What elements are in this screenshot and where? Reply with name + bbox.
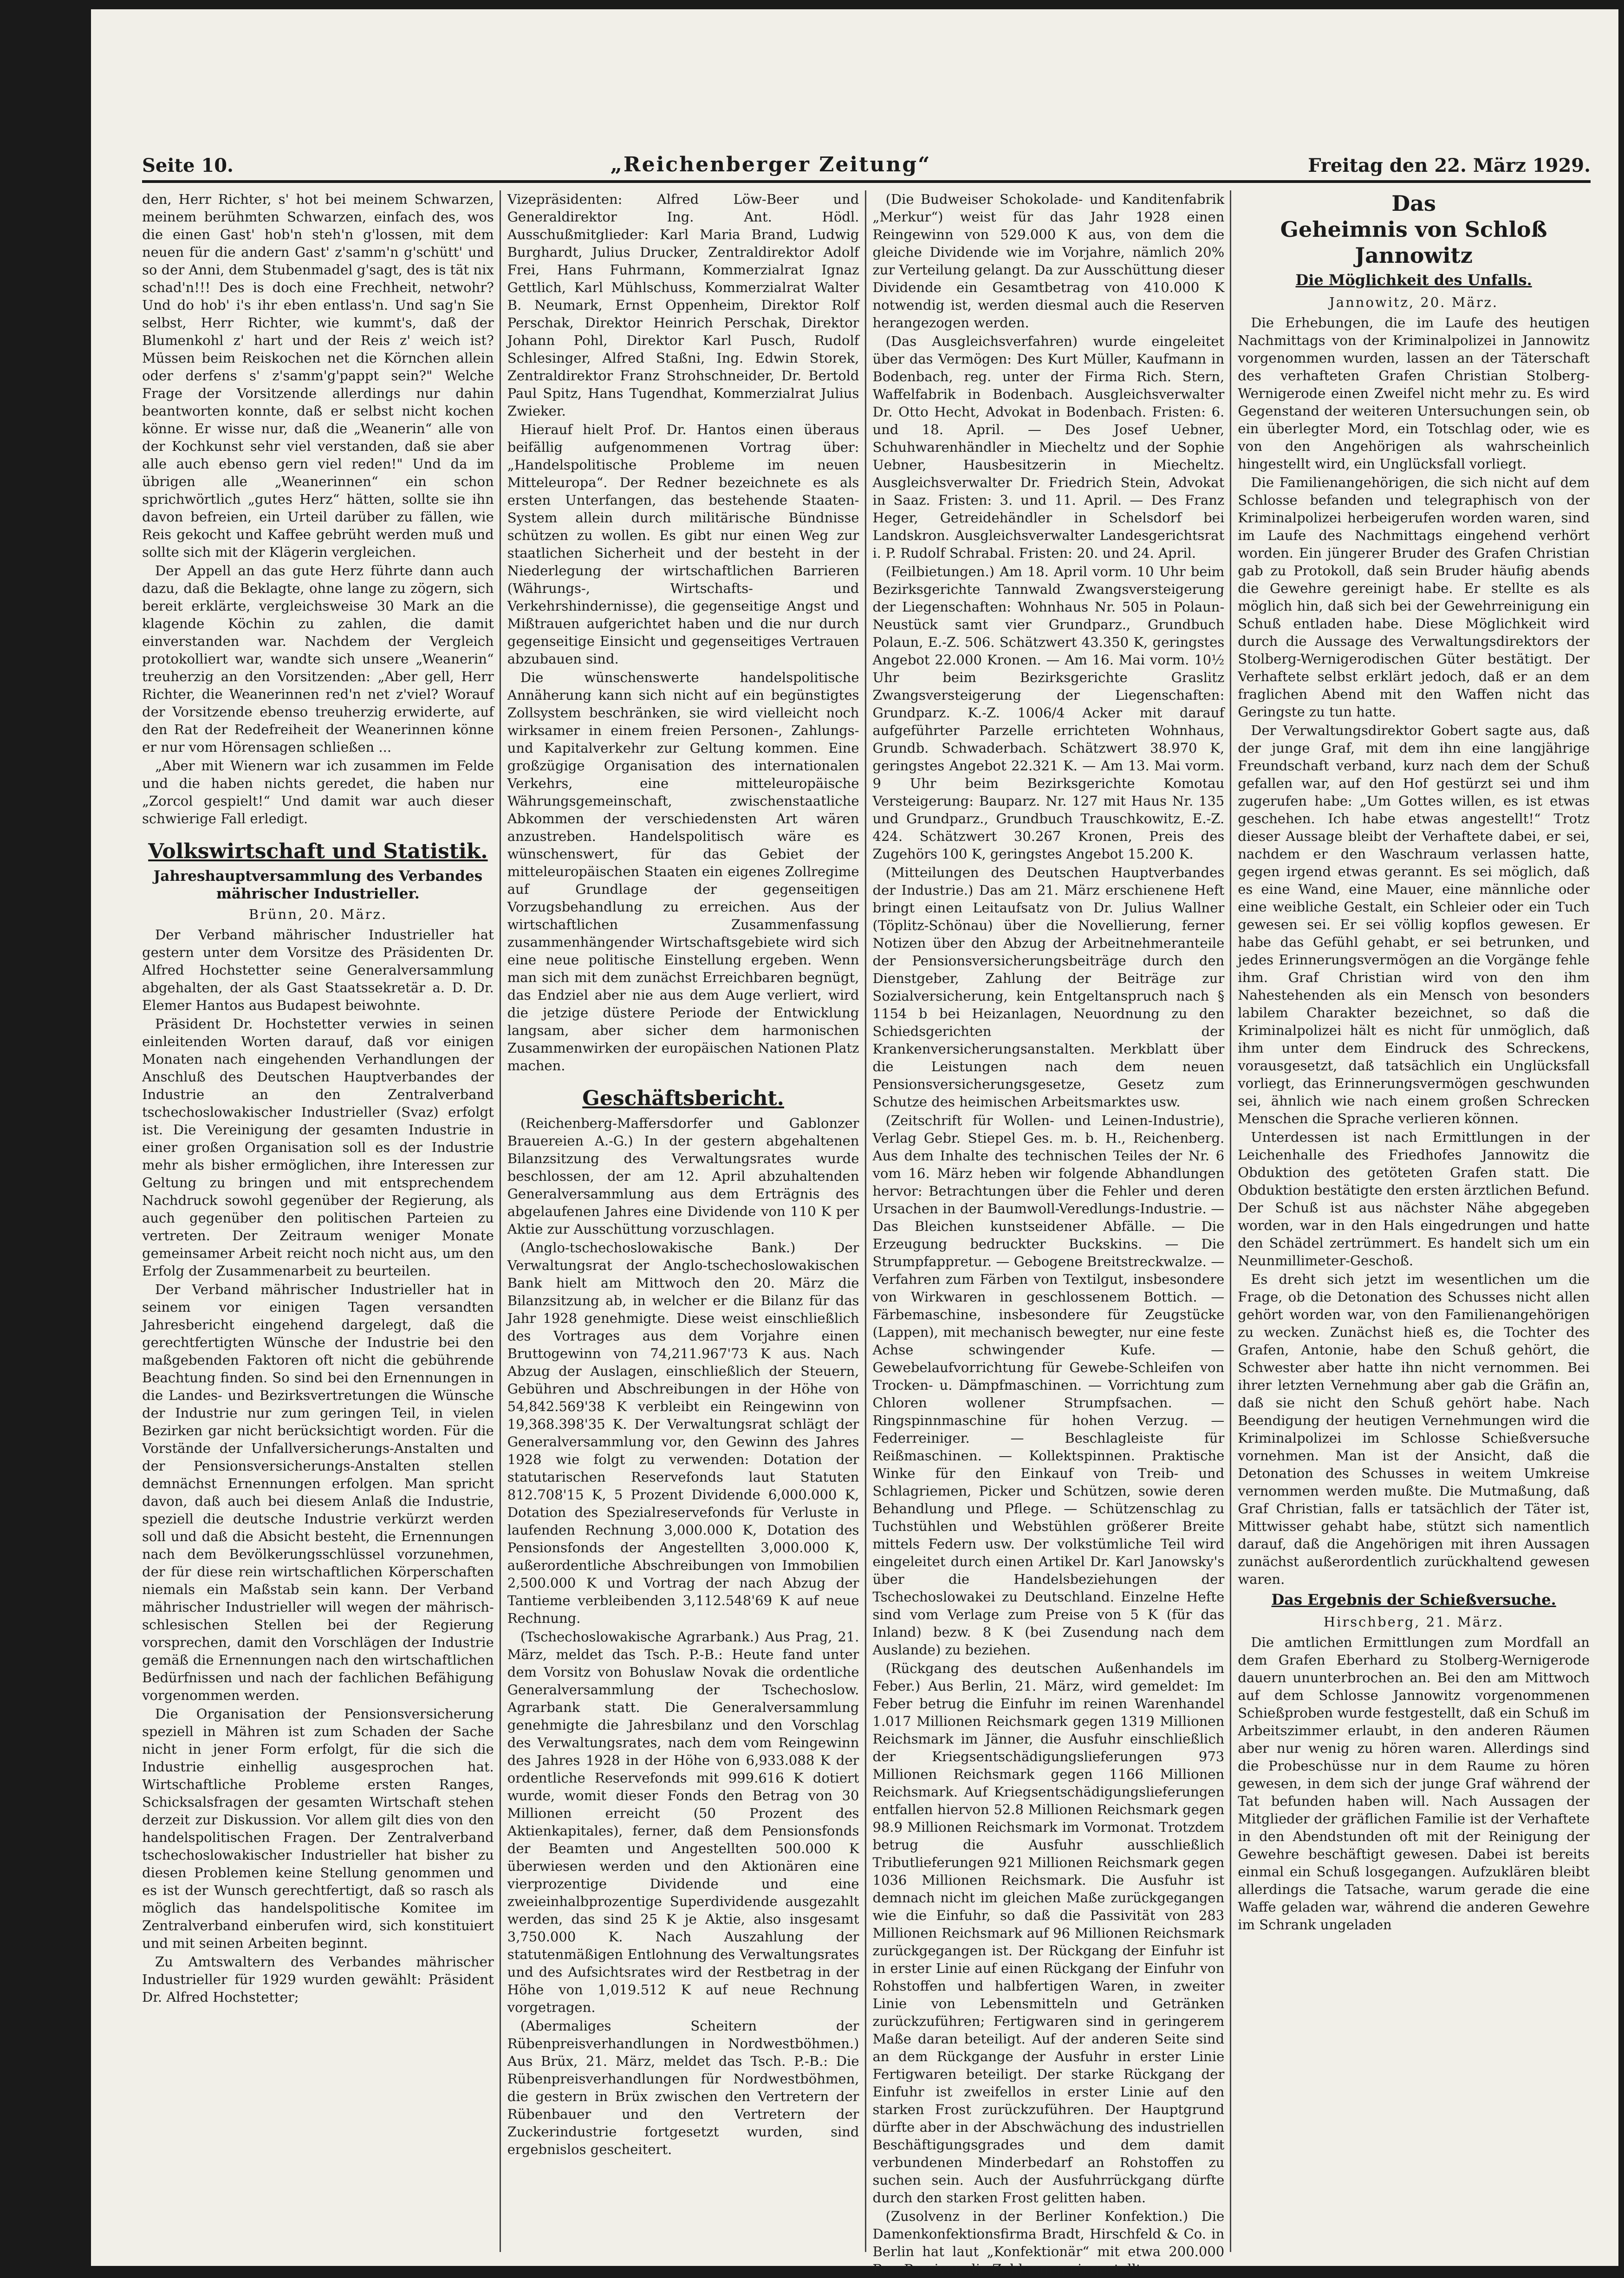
article-text: „Aber mit Wienern war ich zusammen im Felde und die haben nichts geredet, die haben nur „Zorcol gespielt!“ Und damit war auch dieser schwierige Fall erledigt. (142, 758, 494, 827)
business-item: (Anglo-tschechoslowakische Bank.) Der Verwaltungsrat der Anglo-tschechoslowakischen Bank hielt am Mittwoch den 20. März die Bilanzsitzung ab, in welcher er die Bilanz für das Jahr 1928 genehmigte. Diese weist einschließlich des Vortrages aus dem Vorjahre einen Bruttogewinn von 74,211.967'73 K aus. Nach Abzug der Auslagen, einschließlich der Steuern, Gebühren und Abschreibungen in der Höhe von 54,842.569'38 K verbleibt ein Reingewinn von 19,368.398'35 K. Der Verwaltungsrat schlägt der Generalversammlung vor, den Gewinn des Jahres 1928 wie folgt zu verwenden: Dotation der statutarischen Reservefonds laut Statuten 812.708'15 K, 5 Prozent Dividende 6,000.000 K, Dotation des Spezialreservefonds für Verluste in laufenden Rechnung 3,000.000 K, Dotation des Pensionsfonds der Angestellten 3,000.000 K, außerordentliche Abschreibungen von Immobilien 2,500.000 K und Vortrag der nach Abzug der Tantieme verbleibenden 3,112.548'69 K auf neue Rechnung. (507, 1240, 859, 1626)
article-text: Die amtlichen Ermittlungen zum Mordfall an dem Grafen Eberhard zu Stolberg-Wernigerode dauern ununterbrochen an. Bei den am Mittwoch auf dem Schlosse Jannowitz vorgenommenen Schießproben wurde festgestellt, daß ein Schuß im Arbeitszimmer erlaubt, in den anderen Räumen aber nur wenig zu hören waren. Allerdings sind die Probeschüsse nur in dem Raume zu hören gewesen, in dem sich der junge Graf während der Tat befunden haben will. Nach Aussagen der Mitglieder der gräflichen Familie ist der Verhaftete in den Abendstunden oft mit der Reinigung der Gewehre beschäftigt gewesen. Dabei ist bereits einmal ein Schuß losgegangen. Aufzuklären bleibt allerdings die Tatsache, warum gerade die eine Waffe geladen war, während die anderen Gewehre im Schrank ungeladen (1238, 1634, 1590, 1933)
article-text: Der Appell an das gute Herz führte dann auch dazu, daß die Beklagte, ohne lange zu zögern, sich bereit erklärte, vergleichsweise 30 Mark an die klagende Köchin zu zahlen, die damit einverstanden war. Nachdem der Vergleich protokolliert war, wandte sich unsere „Weanerin“ treuherzig an den Vorsitzenden: „Aber gell, Herr Richter, die Weanerinnen red'n net z'viel? Worauf der Vorsitzende ebenso treuherzig erwiderte, auf den Rat der Redefreiheit der Weanerinnen könne er nur vom Hörensagen schließen ... (142, 563, 494, 755)
article-text: Es dreht sich jetzt im wesentlichen um die Frage, ob die Detonation des Schusses nicht allen gehört worden war, von den Familienangehörigen zu wecken. Zunächst hieß es, die Tochter des Grafen, Antonie, habe den Schuß gehört, die Schwester aber hatte ihn nicht vernommen. Bei ihrer letzten Vernehmung aber gab die Gräfin an, daß sie nicht den Schuß gehört habe. Nach Beendigung der heutigen Vernehmungen wird die Kriminalpolizei im Schlosse Schießversuche vornehmen. Man ist der Ansicht, daß die Detonation des Schusses in weitem Umkreise vernommen werden mußte. Die Mutmaßung, daß Graf Christian, falls er tatsächlich der Täter ist, Mittwisser gehabt habe, stützt sich namentlich darauf, daß die Angehörigen mit ihren Aussagen zunächst außerordentlich zurückhaltend gewesen waren. (1238, 1271, 1590, 1587)
article-text: Zu Amtswaltern des Verbandes mährischer Industrieller für 1929 wurden gewählt: Präsident Dr. Alfred Hochstetter; (142, 1954, 494, 2005)
article-text: Präsident Dr. Hochstetter verwies in seinen einleitenden Worten darauf, daß vor einigen Monaten nach eingehenden Verhandlungen der Anschluß des Deutschen Hauptverbandes der Industrie an den Zentralverband tschechoslowakischer Industrieller (Svaz) erfolgt ist. Die Vereinigung der gesamten Industrie in einer großen Organisation soll es der Industrie mehr als bisher ermöglichen, ihre Interessen zur Geltung zu bringen und mit entsprechendem Nachdruck sowohl gegenüber der Regierung, als auch gegenüber den politischen Parteien zu vertreten. Der Zeitraum weniger Monate gemeinsamer Arbeit reicht noch nicht aus, um den Erfolg der Zusammenarbeit zu beurteilen. (142, 1016, 494, 1279)
issue-date: Freitag den 22. März 1929. (1308, 155, 1591, 176)
article-subheadline: Die Möglichkeit des Unfalls. (1295, 271, 1532, 289)
business-item: (Tschechoslowakische Agrarbank.) Aus Prag, 21. März, meldet das Tsch. P.-B.: Heute fand unter dem Vorsitz von Bohuslaw Novak die ordentliche Generalversammlung der Tschechoslow. Agrarbank statt. Die Generalversammlung genehmigte die Jahresbilanz und den Vorschlag des Verwaltungsrates, nach dem vom Reingewinn des Jahres 1928 in der Höhe von 6,933.088 K der ordentliche Reservefonds mit 999.616 K dotiert wurde, womit dieser Fonds den Betrag von 30 Millionen erreicht (50 Prozent des Aktienkapitales), ferner, daß dem Pensionsfonds der Beamten und Angestellten 500.000 K überwiesen werden und den Aktionären eine vierprozentige Dividende und eine zweieinhalbprozentige Superdividende ausgezahlt werden, das sind 25 K je Aktie, also insgesamt 3,750.000 K. Nach Auszahlung der statutenmäßigen Entlohnung des Verwaltungsrates und des Aufsichtsrates wird der Restbetrag in der Höhe von 1,019.512 K auf neue Rechnung vorgetragen. (507, 1629, 859, 2015)
business-item: (Abermaliges Scheitern der Rübenpreisverhandlungen in Nordwestböhmen.) Aus Brüx, 21. März, meldet das Tsch. P.-B.: Die Rübenpreisverhandlungen für Nordwestböhmen, die gestern in Brüx zwischen den Vertretern der Rübenbauer und den Vertretern der Zuckerindustrie fortgesetzt wurden, sind ergebnislos gescheitert. (507, 2018, 859, 2157)
article-text: Der Verband mährischer Industrieller hat in seinem vor einigen Tagen versandten Jahresbericht eingehend dargelegt, daß die gerechtfertigten Wünsche der Industrie bei den maßgebenden Faktoren oft nicht die gebührende Beachtung finden. So sind bei den Ernennungen in die Landes- und Bezirksvertretungen die Wünsche der Industrie nur zum geringen Teil, in vielen Bezirken gar nicht berücksichtigt worden. Für die Vorstände der Unfallversicherungs-Anstalten und der Pensionsversicherungs-Anstalten stellen demnächst Ernennungen erfolgen. Man spricht davon, daß auch bei diesem Anlaß die Industrie, speziell die deutsche Industrie verkürzt werden soll und daß die Absicht besteht, die Ernennungen nach dem Bevölkerungsschlüssel vorzunehmen, der für diese rein wirtschaftlichen Körperschaften niemals ein Maßstab sein kann. Der Verband mährischer Industrieller will wegen der mährisch-schlesischen Stellen bei der Regierung vorsprechen, damit den Vorschlägen der Industrie gemäß die Ernennungen nach den wirtschaftlichen Bedürfnissen und nach der fachlichen Befähigung vorgenommen werden. (142, 1282, 494, 1703)
article-text: Unterdessen ist nach Ermittlungen in der Leichenhalle des Friedhofes Jannowitz die Obduktion des getöteten Grafen statt. Die Obduktion bestätigte den ersten ärztlichen Befund. Der Schuß ist aus nächster Nähe abgegeben worden, war in den Hals eingedrungen und hatte den Schädel zertrümmert. Es handelt sich um ein Neunmillimeter-Geschoß. (1238, 1129, 1590, 1269)
business-item: (Zusolvenz in der Berliner Konfektion.) Die Damenkonfektionsfirma Bradt, Hirschfeld & Co. in Berlin hat laut „Konfektionär“ mit etwa 200.000 Rm. Passiven die Zahlungen eingestellt. (872, 2208, 1225, 2277)
column-4 (1238, 190, 1595, 2252)
page-header (142, 135, 1591, 176)
business-item: (Rückgang des deutschen Außenhandels im Feber.) Aus Berlin, 21. März, wird gemeldet: Im Feber betrug die Einfuhr im reinen Warenhandel 1.017 Millionen Reichsmark gegen 1319 Millionen Reichsmark im Jänner, die Ausfuhr einschließlich der Kriegsentschädigungslieferungen 973 Millionen Reichsmark gegen 1166 Millionen Reichsmark. Auf Kriegsentschädigungslieferungen entfallen hiervon 52.8 Millionen Reichsmark gegen 98.9 Millionen Reichsmark im Vormonat. Trotzdem betrug die Ausfuhr ausschließlich Tributlieferungen 921 Millionen Reichsmark gegen 1036 Millionen Reichsmark. Die Ausfuhr ist demnach nicht im gleichen Maße zurückgegangen wie die Einfuhr, so daß die Passivität von 283 Millionen Reichsmark auf 96 Millionen Reichsmark zurückgegangen ist. Der Rückgang der Einfuhr ist in erster Linie auf einen Rückgang der Einfuhr von Rohstoffen und halbfertigen Waren, in zweiter Linie von Lebensmitteln und Getränken zurückzuführen; Fertigwaren sind in geringerem Maße daran beteiligt. Auf der anderen Seite sind an dem Rückgange der Ausfuhr in erster Linie Fertigwaren beteiligt. Der starke Rückgang der Einfuhr ist zweifellos in erster Linie auf den starken Frost zurückzuführen. Der Hauptgrund dürfte aber in der Abschwächung des industriellen Beschäftigungsgrades und dem damit verbundenen Minderbedarf an Rohstoffen zu suchen sein. Auch der Ausfuhrrückgang dürfte durch den starken Frost gelitten haben. (872, 1660, 1225, 2206)
article-text: Vizepräsidenten: Alfred Löw-Beer und Generaldirektor Ing. Ant. Hödl. Ausschußmitglieder: Karl Maria Brand, Ludwig Burghardt, Julius Drucker, Zentraldirektor Adolf Frei, Hans Fuhrmann, Kommerzialrat Ignaz Gettlich, Karl Mühlschuss, Kommerzialrat Walter B. Neumark, Ernst Oppenheim, Direktor Rolf Perschak, Direktor Heinrich Perschak, Direktor Johann Pohl, Direktor Karl Pusch, Rudolf Schlesinger, Alfred Staßni, Ing. Edwin Storek, Zentraldirektor Franz Strohschneider, Dr. Bertold Paul Spitz, Hans Tugendhat, Kommerzialrat Julius Zwieker. (507, 191, 859, 419)
article-subheadline: Das Ergebnis der Schießversuche. (1271, 1591, 1556, 1608)
article-text: Die Familienangehörigen, die sich nicht auf dem Schlosse befanden und telegraphisch von der Kriminalpolizei herbeigerufen worden waren, sind im Laufe des Nachmittags eingehend verhört worden. Ein jüngerer Bruder des Grafen Christian gab zu Protokoll, daß sein Bruder häufig abends die Gewehre gereinigt habe. Er stellte es als möglich hin, daß sich bei der Gewehrreinigung ein Schuß entladen habe. Diese Möglichkeit wird durch die Aussage des Verwaltungsdirektors der Stolberg-Wernigerodischen Güter bestätigt. Der Verhaftete selbst erklärt jedoch, daß er an dem fraglichen Abend mit den Waffen nicht das Geringste zu tun hatte. (1238, 475, 1590, 720)
column-2 (507, 190, 866, 2252)
article-text: Die Erhebungen, die im Laufe des heutigen Nachmittags von der Kriminalpolizei in Jannowitz vorgenommen wurden, lassen an der Täterschaft des verhafteten Grafen Christian Stolberg-Wernigerode einen Zweifel nicht mehr zu. Es wird Gegenstand der weiteren Untersuchungen sein, ob ein überlegter Mord, ein Totschlag oder, wie es von den Angehörigen als wahrscheinlich hingestellt wird, ein Unglücksfall vorliegt. (1238, 315, 1590, 472)
header-rule (142, 180, 1591, 183)
article-headline-kicker: Das (1391, 191, 1436, 216)
article-text: Die Organisation der Pensionsversicherung speziell in Mähren ist zum Schaden der Sache nicht in jener Form erfolgt, für die sich die Industrie einhellig ausgesprochen hat. Wirtschaftliche Probleme ersten Ranges, Schicksalsfragen der gesamten Wirtschaft stehen derzeit zur Diskussion. Vor allem gilt dies von den handelspolitischen Fragen. Der Zentralverband tschechoslowakischer Industrieller hat bisher zu diesen Problemen keine Stellung genommen und es ist der Wunsch gerechtfertigt, daß so rasch als möglich das handelspolitische Komitee im Zentralverband einberufen wird, sich konstituiert und mit seinen Arbeiten beginnt. (142, 1706, 494, 1951)
dateline: Jannowitz, 20. März. (1329, 294, 1499, 310)
dateline: Hirschberg, 21. März. (1323, 1614, 1504, 1630)
business-item: (Reichenberg-Maffersdorfer und Gablonzer Brauereien A.-G.) In der gestern abgehaltenen Bilanzsitzung des Verwaltungsrates wurde beschlossen, der am 12. April abzuhaltenden Generalversammlung aus dem Erträgnis des abgelaufenen Jahres eine Dividende von 110 K per Aktie zur Ausschüttung vorzuschlagen. (507, 1115, 859, 1237)
column-3 (872, 190, 1232, 2277)
business-item: (Zeitschrift für Wollen- und Leinen-Industrie), Verlag Gebr. Stiepel Ges. m. b. H., Reichenberg. Aus dem Inhalte des technischen Teiles der Nr. 6 vom 16. März heben wir folgende Abhandlungen hervor: Betrachtungen über die Fehler und deren Ursachen in der Baumwoll-Veredlungs-Industrie. — Das Bleichen kunstseidener Abfälle. — Die Erzeugung bedruckter Buckskins. — Die Strumpfappretur. — Gebogene Breitstreckwalze. — Verfahren zum Färben von Textilgut, insbesondere von Wirkwaren in geschlossenem Bottich. — Färbemaschine, insbesondere für Zeugstücke (Lappen), mit mechanisch bewegter, nur eine feste Achse schwingender Kufe. — Gewebelaufvorrichtung für Gewebe-Schleifen von Trocken- u. Dämpfmaschinen. — Vorrichtung zum Chloren wollener Strumpfsachen. — Ringspinnmaschine für hohen Verzug. — Federreiniger. — Beschlagleiste für Reißmaschinen. — Kollektspinnen. Praktische Winke für den Einkauf von Treib- und Schlagriemen, Picker und Schützen, sowie deren Behandlung und Pflege. — Schützenschlag zu Tuchstühlen und Webstühlen größerer Breite mittels Federn usw. Der volkstümliche Teil wird eingeleitet durch einen Artikel Dr. Karl Janowsky's über die Handelsbeziehungen der Tschechoslowakei zu Deutschland. Einzelne Hefte sind vom Verlage zum Preise von 5 K (für das Inland) bezw. 8 K (bei Zusendung nach dem Auslande) zu beziehen. (872, 1113, 1225, 1658)
article-text: Die wünschenswerte handelspolitische Annäherung kann sich nicht auf ein begünstigtes Zollsystem beschränken, sie wird vielleicht noch wirksamer in einem freien Personen-, Zahlungs- und Kapitalverkehr zur Geltung kommen. Eine großzügige Organisation des internationalen Verkehrs, eine mitteleuropäische Währungsgemeinschaft, zwischenstaatliche Abkommen der verschiedensten Art wären anzustreben. Handelspolitisch wäre es wünschenswert, für das Gebiet der mitteleuropäischen Staaten ein eigenes Zollregime auf Grundlage der gegenseitigen Vorzugsbehandlung zu erreichen. Aus der wirtschaftlichen Zusammenfassung zusammenhängender Wirtschaftsgebiete wird sich eine neue politische Einstellung ergeben. Wenn man sich mit dem zunächst Erreichbaren begnügt, das Endziel aber nie aus dem Auge verliert, wird die jetzige düstere Periode der Entwicklung langsam, aber sicher dem harmonischen Zusammenwirken der europäischen Nationen Platz machen. (507, 670, 859, 1074)
article-text: den, Herr Richter, s' hot bei meinem Schwarzen, meinem berühmten Schwarzen, einfach des, wos die einen Gast' hob'n steh'n g'lossen, mit dem neuen für die andern Gast' z'samm'n g'schütt' und so der Anni, dem Stubenmadel g'sagt, des is tät nix schad'n!!! Des is doch eine Frechheit, netwohr? Und do hob' i's ihr eben entlass'n. Und sag'n Sie selbst, Herr Richter, wie kummt's, daß der Blumenkohl z' hart und der Reis z' weich ist? Müssen beim Reiskochen net die Körnchen allein oder derfens s' z'samm'g'pappt sein?" Welche Frage der Vorsitzende allerdings nur dahin beantworten konnte, daß er selbst nicht kochen könne. Er wisse nur, daß die „Weanerin“ alle von der Kochkunst sehr viel verstanden, daß sie aber alle auch ebenso gern viel reden!" Und da im übrigen alle „Weanerinnen“ ein schon sprichwörtlich „gutes Herz“ hätten, sollte sie ihn davon befreien, ein Urteil darüber zu fällen, wie Reis gekocht und Kaffee gebrüht werden muß und sollte sich mit der Klägerin vergleichen. (142, 191, 494, 560)
article-text: Der Verband mährischer Industrieller hat gestern unter dem Vorsitze des Präsidenten Dr. Alfred Hochstetter seine Generalversammlung abgehalten, der als Gast Staatssekretär a. D. Dr. Elemer Hantos aus Budapest beiwohnte. (142, 927, 494, 1013)
section-heading: Geschäftsbericht. (582, 1087, 784, 1110)
article-headline: Jahreshauptversammlung des Verbandes mährischer Industrieller. (153, 868, 483, 902)
article-text: Hierauf hielt Prof. Dr. Hantos einen überaus beifällig aufgenommenen Vortrag über: „Handelspolitische Probleme im neuen Mitteleuropa“. Der Redner bezeichnete es als ersten Unterfangen, das bestehende Staaten-System allein durch militärische Bündnisse schützen zu wollen. Es gibt nur einen Weg zur staatlichen Sicherheit und der besteht in der Niederlegung der wirtschaftlichen Barrieren (Währungs-, Wirtschafts- und Verkehrshindernisse), die gegenseitige Angst und Mißtrauen aufgerichtet haben und die nur durch gegenseitige Einsicht und gegenseitiges Vertrauen abzubauen sind. (507, 422, 859, 667)
section-heading: Volkswirtschaft und Statistik. (148, 840, 488, 863)
dateline: Brünn, 20. März. (248, 906, 388, 922)
business-item: (Die Budweiser Schokolade- und Kanditenfabrik „Merkur“) weist für das Jahr 1928 einen Reingewinn von 529.000 K aus, von dem die gleiche Dividende wie im Vorjahre, nämlich 20% zur Verteilung gelangt. Da zur Ausschüttung dieser Dividende ein Gesamtbetrag von 410.000 K notwendig ist, werden diesmal auch die Reserven herangezogen werden. (872, 191, 1225, 331)
business-item: (Das Ausgleichsverfahren) wurde eingeleitet über das Vermögen: Des Kurt Müller, Kaufmann in Bodenbach, reg. unter der Firma Rich. Stern, Waffelfabrik in Bodenbach. Ausgleichsverwalter Dr. Otto Hecht, Advokat in Bodenbach. Fristen: 6. und 18. April. — Des Josef Uebner, Schuhwarenhändler in Miecheltz und der Sophie Uebner, Hausbesitzerin in Miecheltz. Ausgleichsverwalter Dr. Friedrich Stein, Advokat in Saaz. Fristen: 3. und 11. April. — Des Franz Heger, Getreidehändler in Schelsdorf bei Landskron. Ausgleichsverwalter Landesgerichtsrat i. P. Rudolf Schrabal. Fristen: 20. und 24. April. (872, 333, 1225, 561)
columns (142, 190, 1595, 2277)
article-text: Der Verwaltungsdirektor Gobert sagte aus, daß der junge Graf, mit dem ihn eine langjährige Freundschaft verband, kurz nach dem der Schuß gefallen war, auf den Hof gestürzt sei und ihm zugerufen habe: „Um Gottes willen, es ist etwas geschehen. Ich habe etwas angestellt!“ Trotz dieser Aussage bleibt der Verhaftete dabei, er sei, nachdem er den Waschraum verlassen hatte, gegen irgend etwas gerannt. Es sei möglich, daß es eine Wand, eine Mauer, eine männliche oder eine weibliche Gestalt, ein Schleier oder ein Tuch gewesen sei. Er sei völlig kopflos gewesen. Er habe das Gefühl gehabt, er sei betrunken, und jedes Erinnerungsvermögen an die Vorgänge fehle ihm. Graf Christian wird von den ihm Nahestehenden als ein Mensch von besonders labilem Charakter bezeichnet, so daß die Kriminalpolizei hält es nicht für unmöglich, daß ihm unter dem Eindruck des Schreckens, vorausgesetzt, daß tatsächlich ein Unglücksfall vorliegt, das Erinnerungsvermögen geschwunden sei, ähnlich wie nach einem großen Schrecken Menschen die Sprache verlieren können. (1238, 722, 1590, 1126)
column-1 (142, 190, 501, 2252)
business-item: (Feilbietungen.) Am 18. April vorm. 10 Uhr beim Bezirksgerichte Tannwald Zwangsversteigerung der Liegenschaften: Wohnhaus Nr. 505 in Polaun-Neustück samt vier Grundparz., Grundbuch Polaun, E.-Z. 506. Schätzwert 43.350 K, geringstes Angebot 22.000 Kronen. — Am 16. Mai vorm. 10½ Uhr beim Bezirksgerichte Graslitz Zwangsversteigerung der Liegenschaften: Grundparz. K.-Z. 1006/4 Acker mit darauf aufgeführter Parzelle errichteten Wohnhaus, Grundb. Schwaderbach. Schätzwert 38.970 K, geringstes Angebot 22.321 K. — Am 13. Mai vorm. 9 Uhr beim Bezirksgerichte Komotau Versteigerung: Bauparz. Nr. 127 mit Haus Nr. 135 und Grundparz., Grundbuch Trauschkowitz, E.-Z. 424. Schätzwert 30.267 Kronen, Preis des Zugehörs 100 K, geringstes Angebot 15.200 K. (872, 564, 1225, 862)
newspaper-page (91, 9, 1618, 2277)
business-item: (Mitteilungen des Deutschen Hauptverbandes der Industrie.) Das am 21. März erschienene Heft bringt einen Leitaufsatz von Dr. Julius Wallner (Töplitz-Schönau) über die Novellierung, ferner Notizen über den Abzug der Arbeitnehmeranteile der Pensionsversicherungsbeiträge durch den Dienstgeber, Zahlung der Beiträge zur Sozialversicherung, kein Entgeltanspruch nach § 1154 b bei Heizanlagen, Neuordnung zu den Schiedsgerichten der Krankenversicherungsanstalten. Merkblatt über die Leistungen nach dem neuen Pensionsversicherungsgesetze, Gesetz zum Schutze des heimischen Arbeitsmarktes usw. (872, 865, 1225, 1110)
page-number: Seite 10. (142, 155, 234, 176)
article-headline: Geheimnis von Schloß Jannowitz (1280, 217, 1547, 268)
newspaper-title: „Reichenberger Zeitung“ (610, 153, 931, 176)
